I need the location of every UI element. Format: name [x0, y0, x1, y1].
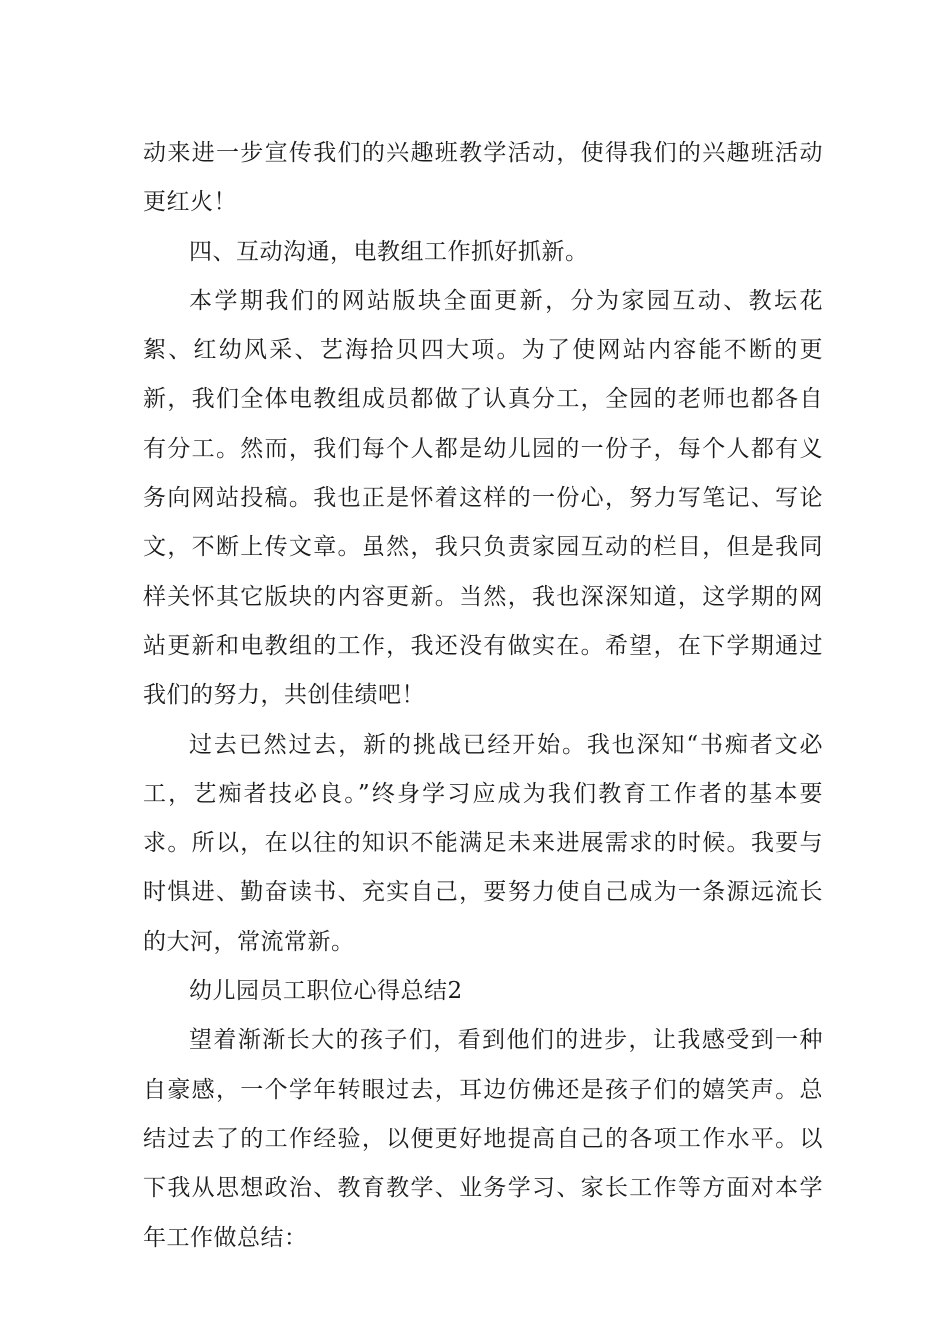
paragraph-website-update: 本学期我们的网站版块全面更新，分为家园互动、教坛花絮、红幼风采、艺海拾贝四大项。为了使网站内容能不断的更新，我们全体电教组成员都做了认真分工，全园的老师也都各自有分工。然而，我们每个人都是幼儿园的一份子，每个人都有义务向网站投稿。我也正是怀着这样的一份心，努力写笔记、写论文，不断上传文章。虽然，我只负责家园互动的栏目，但是我同样关怀其它版块的内容更新。当然，我也深深知道，这学期的网站更新和电教组的工作，我还没有做实在。希望，在下学期通过我们的努力，共创佳绩吧！ [143, 287, 823, 709]
paragraph-lifelong-learning: 过去已然过去，新的挑战已经开始。我也深知“书痴者文必工，艺痴者技必良。”终身学习应成为我们教育工作者的基本要求。所以，在以往的知识不能满足未来进展需求的时候。我要与时惧进、勤奋读书、充实自己，要努力使自己成为一条源远流长的大河，常流常新。 [143, 731, 823, 955]
paragraph-continuation: 动来进一步宣传我们的兴趣班教学活动，使得我们的兴趣班活动更红火！ [143, 140, 823, 216]
paragraph-summary-intro: 望着渐渐长大的孩子们，看到他们的进步，让我感受到一种自豪感，一个学年转眼过去，耳边仿佛还是孩子们的嬉笑声。总结过去了的工作经验，以便更好地提高自己的各项工作水平。以下我从思想政治、教育教学、业务学习、家长工作等方面对本学年工作做总结： [143, 1027, 823, 1251]
document-body [143, 129, 823, 1263]
section-title-summary-2: 幼儿园员工职位心得总结2 [189, 978, 463, 1005]
section-heading-four: 四、互动沟通，电教组工作抓好抓新。 [189, 238, 589, 265]
